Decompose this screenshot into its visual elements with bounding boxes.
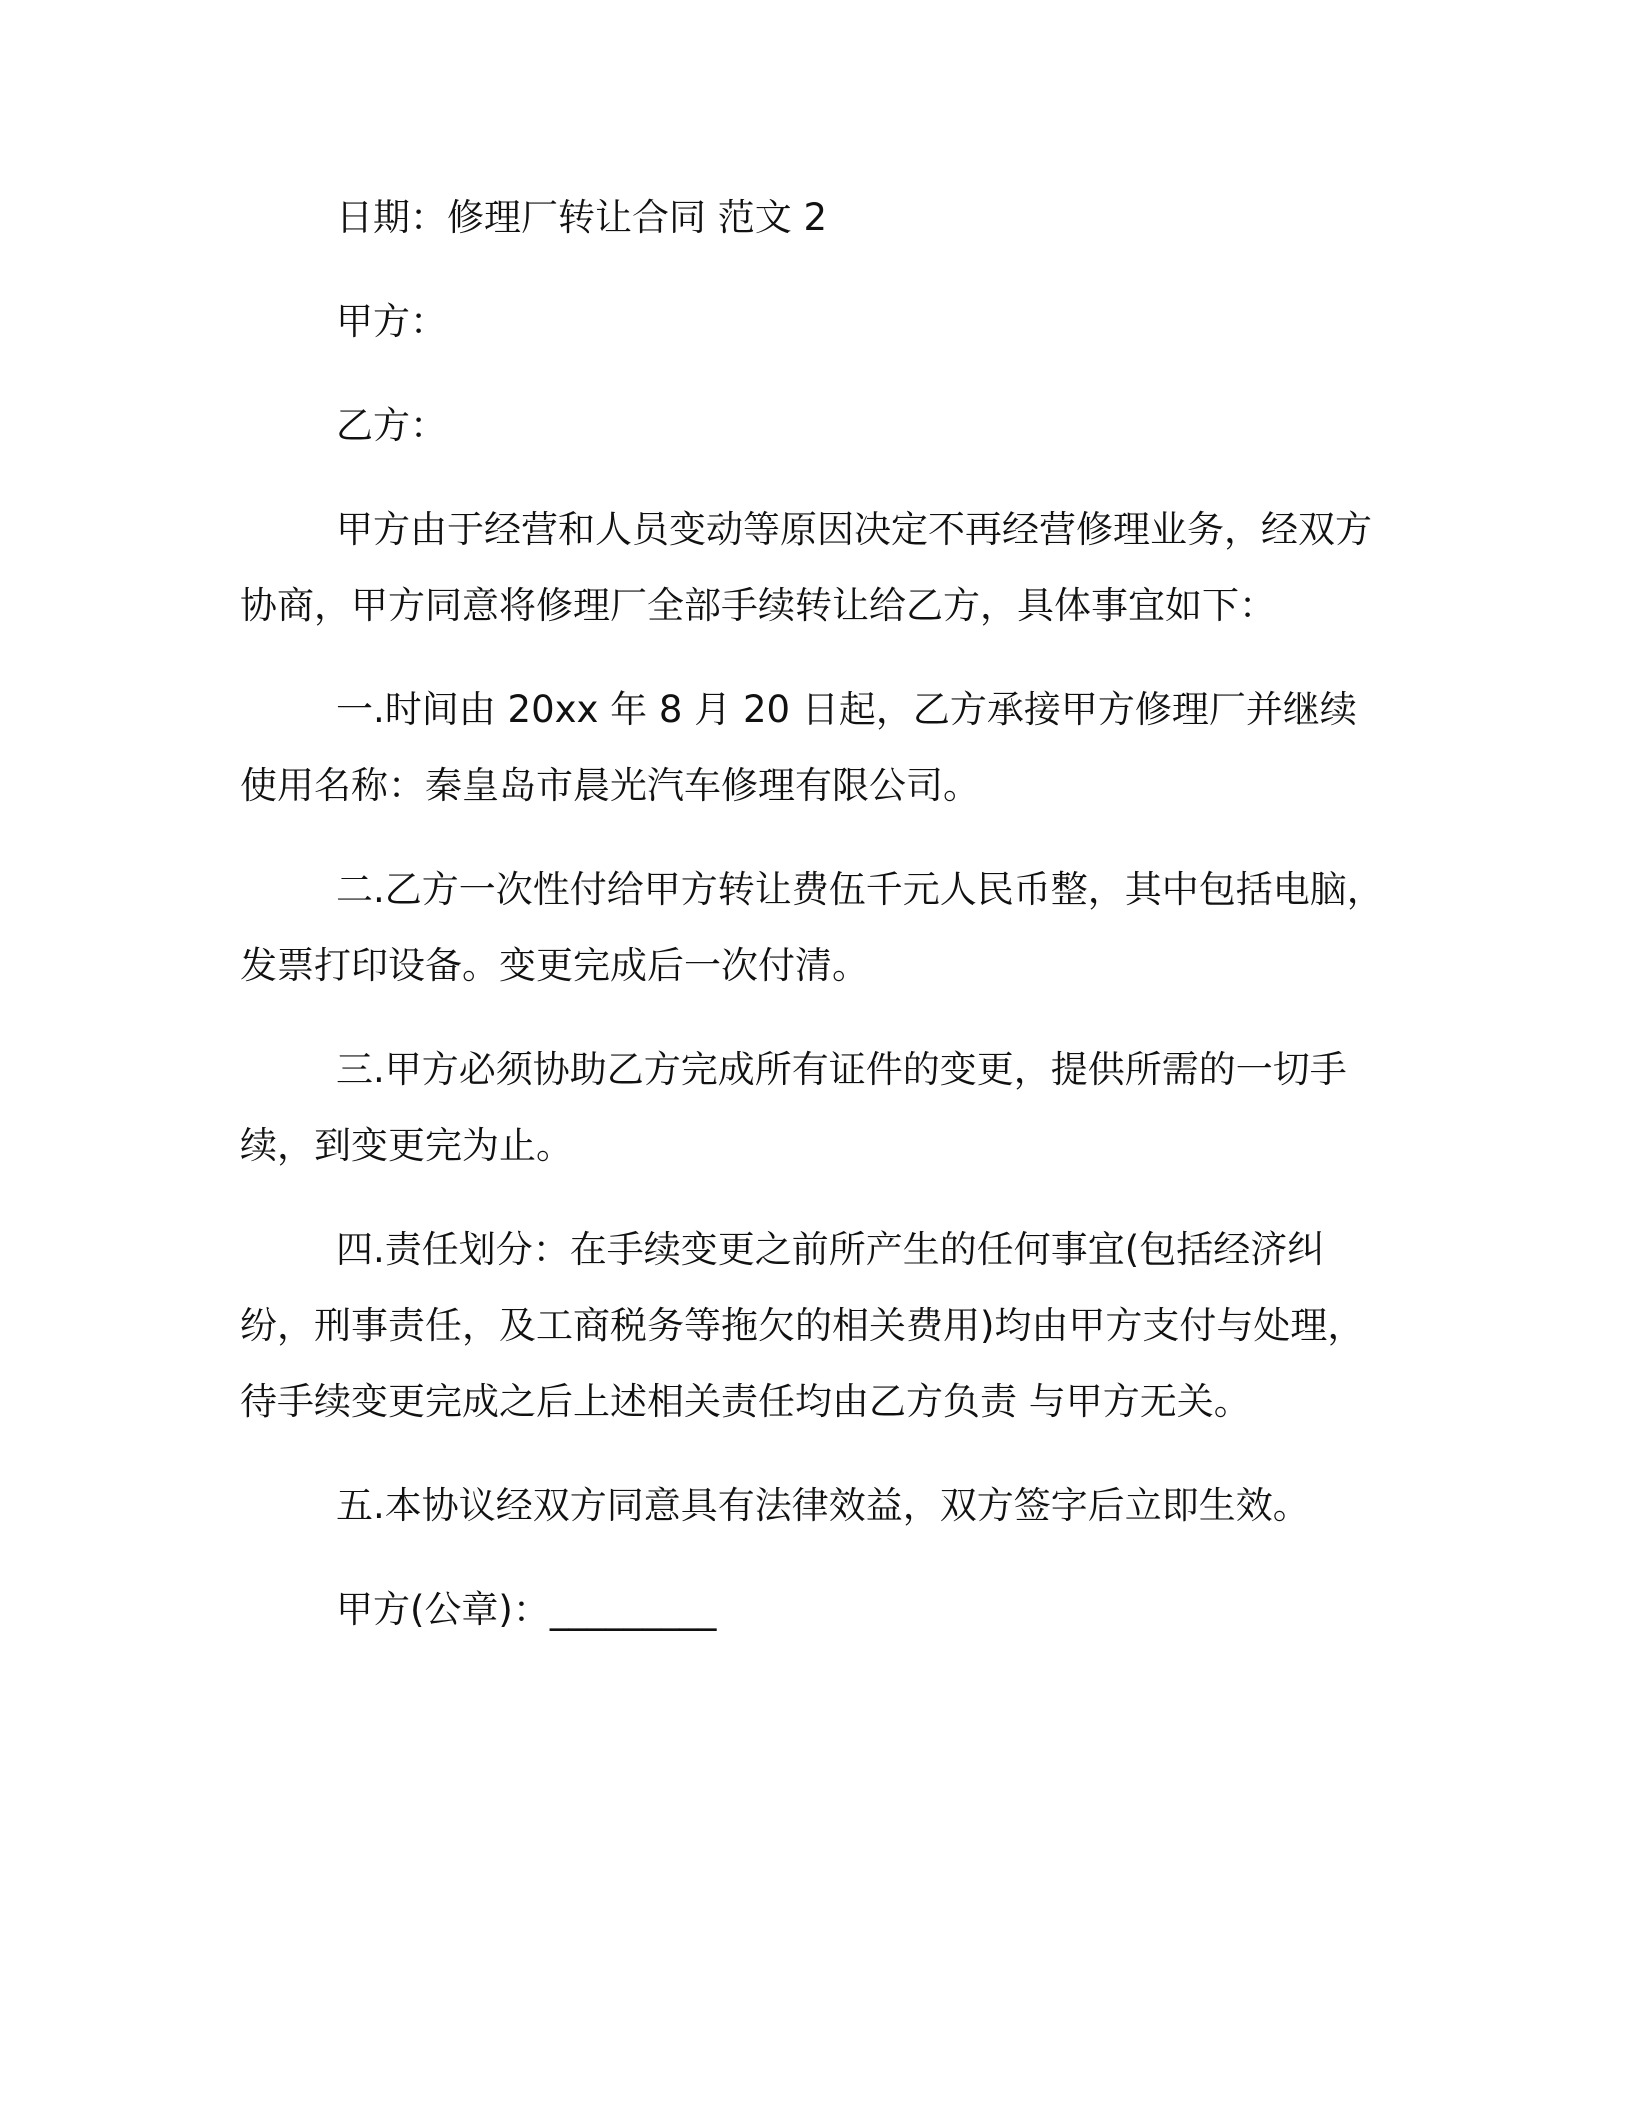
clause-2: 二.乙方一次性付给甲方转让费伍千元人民币整，其中包括电脑，发票打印设备。变更完成后一次付清。 (240, 868, 1384, 987)
clause-3: 三.甲方必须协助乙方完成所有证件的变更，提供所需的一切手续，到变更完为止。 (240, 1048, 1347, 1167)
clause-1: 一.时间由 20xx 年 8 月 20 日起，乙方承接甲方修理厂并继续使用名称：秦皇岛市晨光汽车修理有限公司。 (240, 688, 1357, 807)
document-body (240, 0, 1385, 1648)
party-b-line: 乙方： (336, 404, 447, 447)
clause-5: 五.本协议经双方同意具有法律效益，双方签字后立即生效。 (336, 1484, 1310, 1527)
date-line: 日期：修理厂转让合同 范文 2 (336, 196, 828, 239)
intro-paragraph: 甲方由于经营和人员变动等原因决定不再经营修理业务，经双方协商，甲方同意将修理厂全部手续转让给乙方，具体事宜如下： (240, 508, 1372, 627)
clause-4: 四.责任划分：在手续变更之前所产生的任何事宜(包括经济纠纷，刑事责任，及工商税务等拖欠的相关费用)均由甲方支付与处理，待手续变更完成之后上述相关责任均由乙方负责 与甲方无关。 (240, 1228, 1365, 1423)
party-a-line: 甲方： (336, 300, 447, 343)
signature-party-a: 甲方(公章)：_________ (336, 1588, 717, 1631)
